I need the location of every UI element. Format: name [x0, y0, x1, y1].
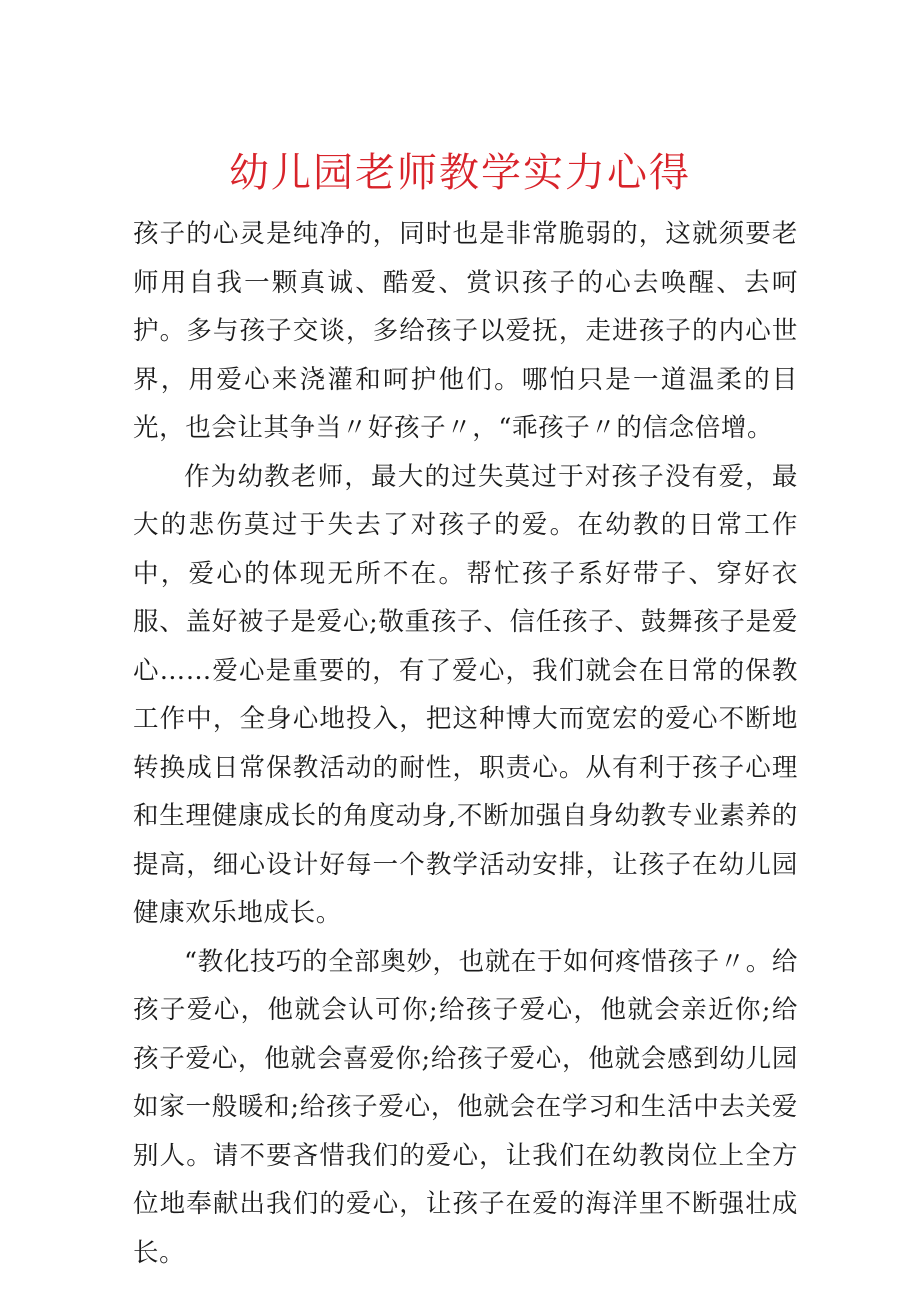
document-body [133, 210, 798, 1277]
paragraph-1: 孩子的心灵是纯净的，同时也是非常脆弱的，这就须要老师用自我一颗真诚、酷爱、赏识孩子的心去唤醒、去呵护。多与孩子交谈，多给孩子以爱抚，走进孩子的内心世界，用爱心来浇灌和呵护他们。哪怕只是一道温柔的目光，也会让其争当〃好孩子〃，“乖孩子〃的信念倍增。 [133, 219, 798, 443]
document-title: 幼儿园老师教学实力心得 [229, 150, 691, 196]
paragraph-3: “教化技巧的全部奥妙，也就在于如何疼惜孩子〃。给孩子爱心，他就会认可你;给孩子爱心，他就会亲近你;给孩子爱心，他就会喜爱你;给孩子爱心，他就会感到幼儿园如家一般暖和;给孩子爱心，他就会在学习和生活中去关爱别人。请不要吝惜我们的爱心，让我们在幼教岗位上全方位地奉献出我们的爱心，让孩子在爱的海洋里不断强壮成长。 [133, 946, 798, 1268]
paragraph-2: 作为幼教老师，最大的过失莫过于对孩子没有爱，最大的悲伤莫过于失去了对孩子的爱。在幼教的日常工作中，爱心的体现无所不在。帮忙孩子系好带子、穿好衣服、盖好被子是爱心;敬重孩子、信任孩子、鼓舞孩子是爱心……爱心是重要的，有了爱心，我们就会在日常的保教工作中，全身心地投入，把这种博大而宽宏的爱心不断地转换成日常保教活动的耐性，职责心。从有利于孩子心理和生理健康成长的角度动身,不断加强自身幼教专业素养的提高，细心设计好每一个教学活动安排，让孩子在幼儿园健康欢乐地成长。 [133, 461, 798, 928]
